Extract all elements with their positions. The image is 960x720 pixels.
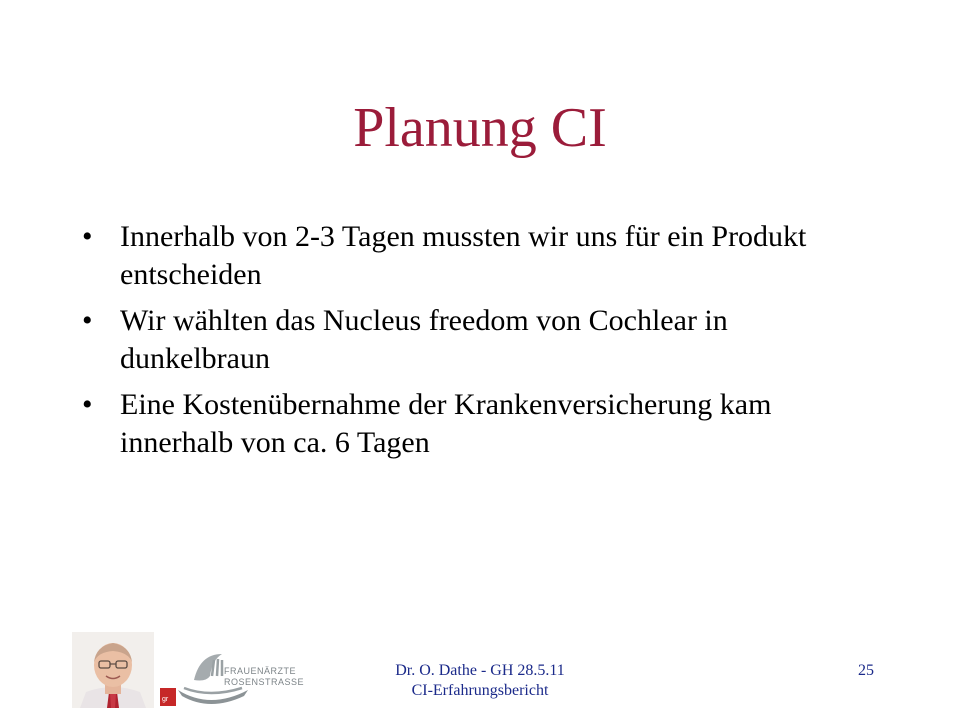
logo-text-line1: FRAUENÄRZTE bbox=[224, 666, 297, 676]
bullet-dot-icon: • bbox=[82, 304, 93, 337]
clinic-logo bbox=[160, 650, 338, 708]
footer-subtitle-line: CI-Erfahrungsbericht bbox=[411, 682, 549, 699]
author-photo bbox=[72, 632, 154, 708]
bullet-text: Wir wählten das Nucleus freedom von Cochlear in dunkelbraun bbox=[120, 304, 728, 375]
footer-info bbox=[330, 661, 630, 701]
bullet-item bbox=[82, 302, 882, 378]
page-number: 25 bbox=[858, 662, 874, 679]
bullet-text: Eine Kostenübernahme der Krankenversicherung kam innerhalb von ca. 6 Tagen bbox=[120, 388, 772, 459]
logo-text-line2: ROSENSTRASSE bbox=[224, 677, 305, 687]
person-portrait-icon bbox=[72, 632, 154, 708]
slide-title: Planung CI bbox=[353, 97, 607, 159]
bullet-item bbox=[82, 218, 882, 294]
bullet-list bbox=[82, 218, 882, 470]
bullet-dot-icon: • bbox=[82, 220, 93, 253]
footer-author-line: Dr. O. Dathe - GH 28.5.11 bbox=[395, 662, 565, 679]
bullet-dot-icon: • bbox=[82, 388, 93, 421]
svg-text:gr: gr bbox=[162, 696, 169, 703]
bullet-item bbox=[82, 386, 882, 462]
bullet-text: Innerhalb von 2-3 Tagen mussten wir uns für ein Produkt entscheiden bbox=[120, 220, 807, 291]
